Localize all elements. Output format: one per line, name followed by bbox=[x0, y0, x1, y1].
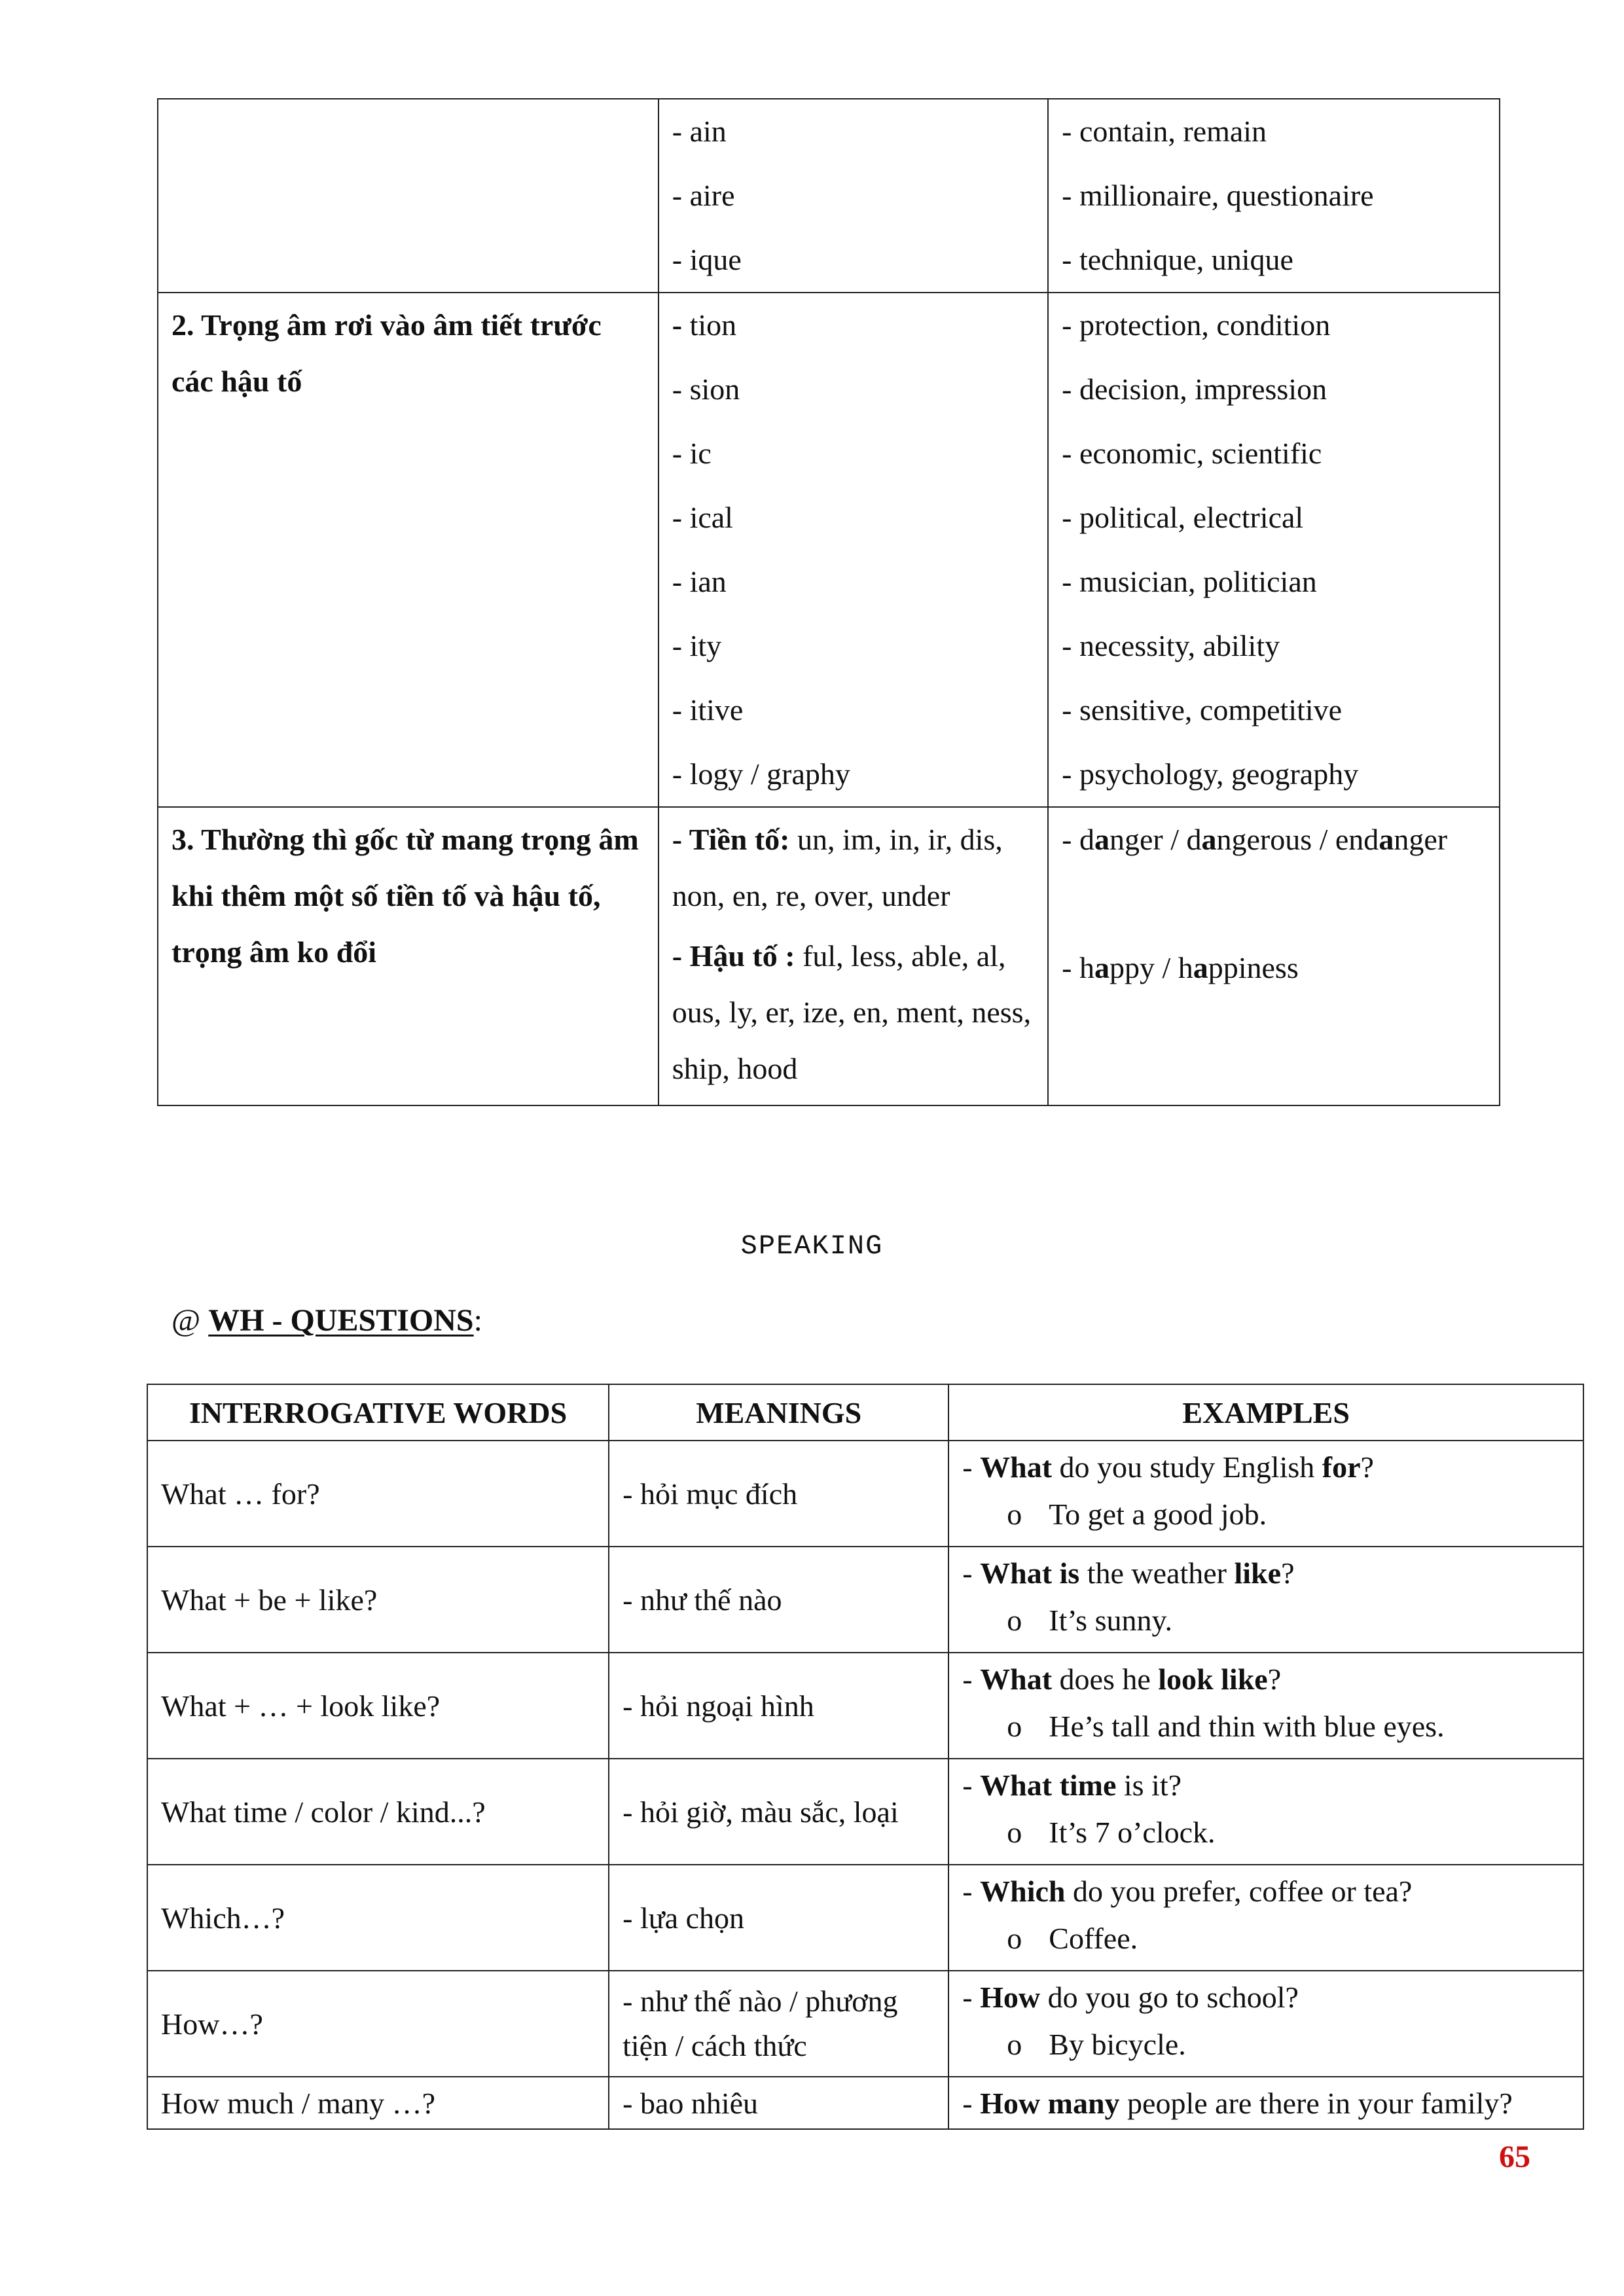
suffix-item: - ain bbox=[672, 115, 727, 148]
example-item: - political, electrical bbox=[1062, 501, 1304, 534]
rule-cell bbox=[158, 807, 659, 1105]
table-row bbox=[158, 293, 1500, 807]
meaning-cell: - bao nhiêu bbox=[609, 2077, 948, 2129]
example-answer: o It’s sunny. bbox=[962, 1597, 1570, 1644]
suffix-item: - logy / graphy bbox=[672, 757, 850, 791]
section-title: SPEAKING bbox=[740, 1230, 884, 1262]
example-cell bbox=[948, 1653, 1583, 1759]
column-header: EXAMPLES bbox=[948, 1384, 1583, 1441]
word-cell: How much / many …? bbox=[147, 2077, 609, 2129]
bullet-icon: o bbox=[1007, 1498, 1022, 1531]
suffix-item: - ity bbox=[672, 629, 722, 662]
table-row bbox=[147, 1865, 1583, 1971]
suffix-item: - ian bbox=[672, 565, 727, 598]
suffix-item: - ical bbox=[672, 501, 733, 534]
suffix-item: - sion bbox=[672, 372, 740, 406]
table-row bbox=[158, 99, 1500, 293]
example-item: - sensitive, competitive bbox=[1062, 693, 1343, 726]
meaning-cell: - như thế nào / phương tiện / cách thức bbox=[609, 1971, 948, 2077]
example-cell bbox=[1048, 807, 1500, 1105]
word-cell: How…? bbox=[147, 1971, 609, 2077]
rule-text: 2. Trọng âm rơi vào âm tiết trước các hậu tố bbox=[171, 308, 602, 398]
suffix-cell bbox=[659, 293, 1048, 807]
word-cell: What time / color / kind...? bbox=[147, 1759, 609, 1865]
table-row bbox=[158, 807, 1500, 1105]
meaning-cell: - hỏi giờ, màu sắc, loại bbox=[609, 1759, 948, 1865]
example-question: - How many people are there in your family? bbox=[962, 2087, 1513, 2120]
example-item: - technique, unique bbox=[1062, 243, 1293, 276]
suffix-list: - Hậu tố : ful, less, able, al, ous, ly, er, ize, en, ment, ness, ship, hood bbox=[672, 939, 1032, 1085]
example-item: - protection, condition bbox=[1062, 308, 1331, 342]
wh-questions-heading: @ WH - QUESTIONS: bbox=[171, 1303, 482, 1338]
bullet-icon: o bbox=[1007, 1816, 1022, 1849]
example-question: - What do you study English for? bbox=[962, 1450, 1374, 1484]
example-cell bbox=[948, 1865, 1583, 1971]
suffix-item: - tion bbox=[672, 308, 737, 342]
meaning-cell: - hỏi mục đích bbox=[609, 1441, 948, 1547]
header-row bbox=[147, 1384, 1583, 1441]
example-answer: o He’s tall and thin with blue eyes. bbox=[962, 1703, 1570, 1750]
suffix-item: - itive bbox=[672, 693, 744, 726]
bullet-icon: o bbox=[1007, 1710, 1022, 1743]
table-row bbox=[147, 1653, 1583, 1759]
word-cell: What … for? bbox=[147, 1441, 609, 1547]
prefix-list: - Tiền tố: un, im, in, ir, dis, non, en, re, over, under bbox=[672, 823, 1003, 912]
stress-rules-table bbox=[157, 98, 1500, 1106]
rule-cell bbox=[158, 99, 659, 293]
meaning-cell: - như thế nào bbox=[609, 1547, 948, 1653]
example-cell bbox=[1048, 99, 1500, 293]
suffix-item: - ic bbox=[672, 437, 712, 470]
meaning-cell: - lựa chọn bbox=[609, 1865, 948, 1971]
example-cell bbox=[948, 1441, 1583, 1547]
table-row bbox=[147, 2077, 1583, 2129]
example-question: - Which do you prefer, coffee or tea? bbox=[962, 1874, 1413, 1908]
table-row bbox=[147, 1547, 1583, 1653]
column-header: INTERROGATIVE WORDS bbox=[147, 1384, 609, 1441]
rule-text: 3. Thường thì gốc từ mang trọng âm khi thêm một số tiền tố và hậu tố, trọng âm ko đổi bbox=[171, 823, 639, 969]
wh-questions-table bbox=[147, 1384, 1584, 2130]
word-cell: What + be + like? bbox=[147, 1547, 609, 1653]
example-question: - What does he look like? bbox=[962, 1662, 1282, 1696]
rule-cell bbox=[158, 293, 659, 807]
stress-example: - happy / happiness bbox=[1062, 951, 1299, 984]
bullet-icon: o bbox=[1007, 1922, 1022, 1955]
table-row bbox=[147, 1971, 1583, 2077]
example-cell bbox=[948, 1759, 1583, 1865]
bullet-icon: o bbox=[1007, 2028, 1022, 2061]
example-answer: o Coffee. bbox=[962, 1915, 1570, 1962]
suffix-cell bbox=[659, 99, 1048, 293]
example-item: - psychology, geography bbox=[1062, 757, 1359, 791]
table-row bbox=[147, 1441, 1583, 1547]
example-item: - millionaire, questionaire bbox=[1062, 179, 1374, 212]
example-item: - decision, impression bbox=[1062, 372, 1327, 406]
affix-cell bbox=[659, 807, 1048, 1105]
page-number: 65 bbox=[1499, 2140, 1530, 2174]
example-item: - economic, scientific bbox=[1062, 437, 1322, 470]
column-header: MEANINGS bbox=[609, 1384, 948, 1441]
example-item: - contain, remain bbox=[1062, 115, 1267, 148]
example-cell bbox=[1048, 293, 1500, 807]
meaning-cell: - hỏi ngoại hình bbox=[609, 1653, 948, 1759]
stress-example: - danger / dangerous / endanger bbox=[1062, 823, 1448, 856]
example-answer: o By bicycle. bbox=[962, 2021, 1570, 2068]
example-question: - What is the weather like? bbox=[962, 1556, 1295, 1590]
word-cell: Which…? bbox=[147, 1865, 609, 1971]
example-item: - musician, politician bbox=[1062, 565, 1317, 598]
example-answer: o It’s 7 o’clock. bbox=[962, 1809, 1570, 1856]
example-answer: o To get a good job. bbox=[962, 1491, 1570, 1538]
example-cell bbox=[948, 2077, 1583, 2129]
suffix-item: - ique bbox=[672, 243, 742, 276]
bullet-icon: o bbox=[1007, 1604, 1022, 1637]
example-question: - How do you go to school? bbox=[962, 1981, 1299, 2014]
example-question: - What time is it? bbox=[962, 1768, 1182, 1802]
word-cell: What + … + look like? bbox=[147, 1653, 609, 1759]
table-row bbox=[147, 1759, 1583, 1865]
suffix-item: - aire bbox=[672, 179, 735, 212]
example-cell bbox=[948, 1971, 1583, 2077]
example-item: - necessity, ability bbox=[1062, 629, 1280, 662]
example-cell bbox=[948, 1547, 1583, 1653]
